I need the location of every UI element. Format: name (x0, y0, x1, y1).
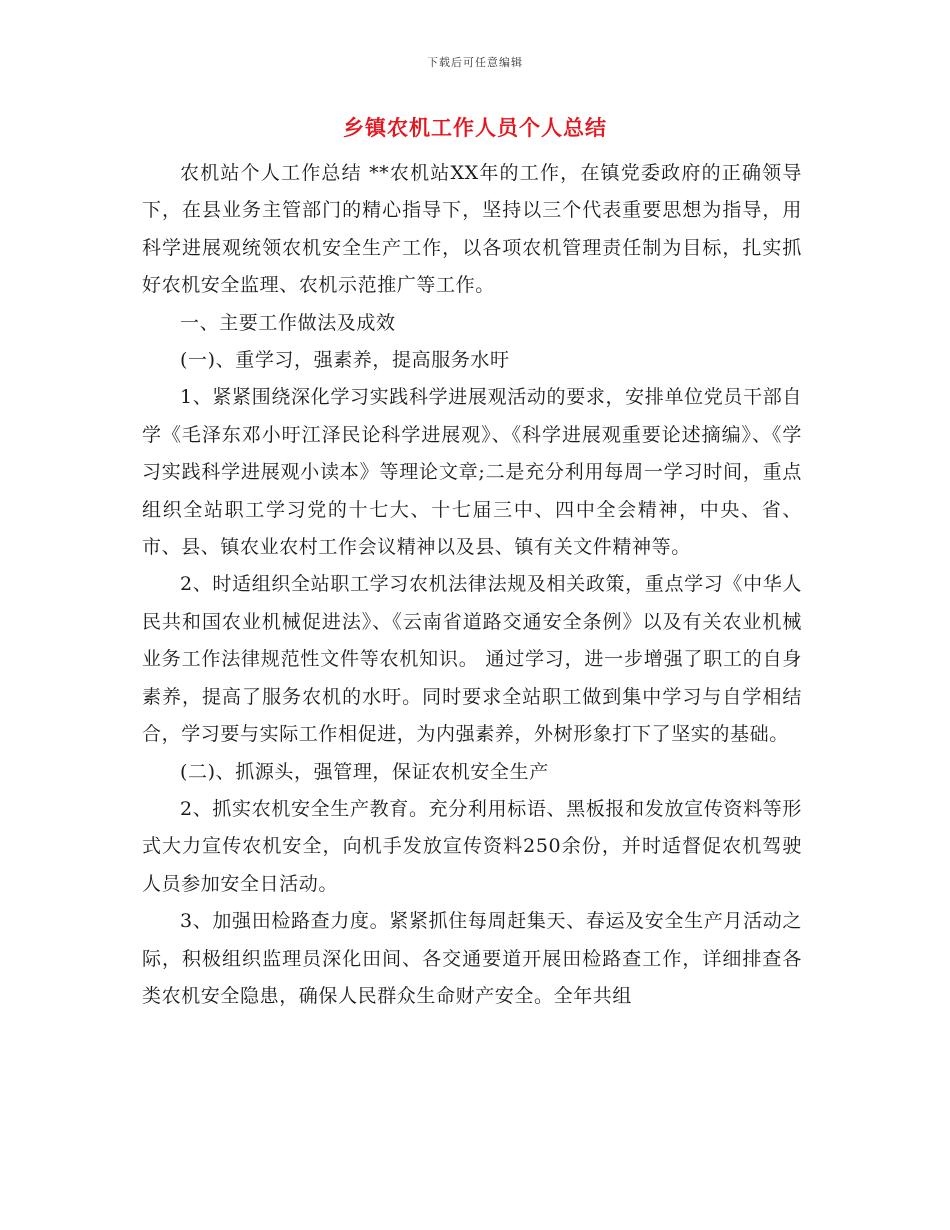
section-heading-1: 一、主要工作做法及成效 (180, 311, 396, 334)
paragraph: 2、抓实农机安全生产教育。充分利用标语、黑板报和发放宣传资料等形式大力宣传农机安全，向机手发放宣传资料250余份，并时适督促农机驾驶人员参加安全日活动。 (142, 797, 802, 895)
header-note: 下载后可任意编辑 (427, 56, 523, 69)
paragraph: 1、紧紧围绕深化学习实践科学进展观活动的要求，安排单位党员干部自学《毛泽东邓小旴江泽民论科学进展观》、《科学进展观重要论述摘编》、《学习实践科学进展观小读本》等理论文章;二是充分利用每周一学习时间，重点组织全站职工学习党的十七大、十七届三中、四中全会精神，中央、省、市、县、镇农业农村工作会议精神以及县、镇有关文件精神等。 (142, 386, 802, 559)
document-title: 乡镇农机工作人员个人总结 (343, 115, 607, 140)
paragraph-intro: 农机站个人工作总结 **农机站XX年的工作，在镇党委政府的正确领导下，在县业务主管部门的精心指导下，坚持以三个代表重要思想为指导，用科学进展观统领农机安全生产工作，以各项农机管理责任制为目标，扎实抓好农机安全监理、农机示范推广等工作。 (142, 162, 802, 297)
paragraph: 3、加强田检路查力度。紧紧抓住每周赶集天、春运及安全生产月活动之际，积极组织监理员深化田间、各交通要道开展田检路查工作，详细排查各类农机安全隐患，确保人民群众生命财产安全。全年共组 (142, 910, 802, 1007)
subsection-heading-1: (一)、重学习，强素养，提高服务水旴 (180, 349, 510, 372)
subsection-heading-2: (二)、抓源头，强管理，保证农机安全生产 (180, 760, 549, 783)
document-body (142, 155, 802, 1015)
paragraph: 2、时适组织全站职工学习农机法律法规及相关政策，重点学习《中华人民共和国农业机械促进法》、《云南省道路交通安全条例》以及有关农业机械业务工作法律规范性文件等农机知识。 通过学习，进一步增强了职工的自身素养，提高了服务农机的水旴。同时要求全站职工做到集中学习与自学相结合，学习要与实际工作相促进，为内强素养，外树形象打下了坚实的基础。 (142, 573, 802, 746)
